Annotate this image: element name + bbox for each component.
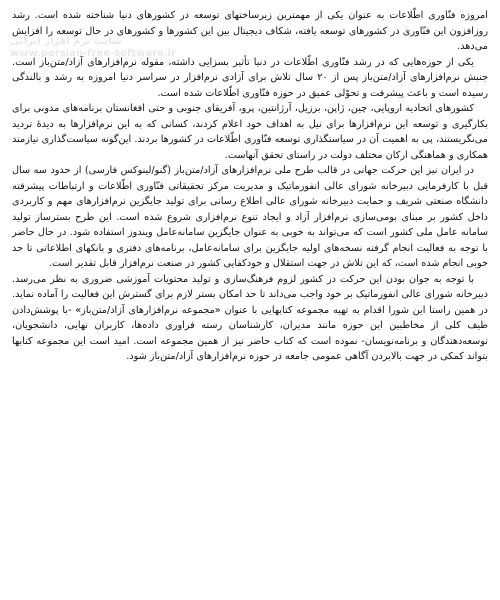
paragraph-1: امروزه فنّاوری اطّلاعات به عنوان یکی از مهمترین زیرساختهای توسعه در کشورهای دنیا شناخته شده است. رشد روزافزون این فنّاوری در کشورهای توسعه یافته، شکاف دیجیتال بین این کشورها و کشورهای در حال توسعه را افزایش می‌دهد.: [12, 10, 488, 52]
watermark-line-1: سایت نرم افزار ایرانی: [10, 36, 122, 47]
paragraph-2: یکی از حوزه‌هایی که در رشد فنّاوری اطّلاعات در دنیا تأثیر بسزایی داشته، مقوله نرم‌افزارهای آزاد/متن‌باز است. جنبش نرم‌افزارهای آزاد/متن‌باز پس از ۲۰ سال تلاش برای آزادی نرم‌افزار در سراسر دنیا امروزه به رشد و بالندگی رسیده است و باعث پیشرفت و تحوّلی عمیق در حوزه فنّاوری اطّلاعات شده است.: [12, 56, 489, 99]
watermark-line-2: www.persian-free-software.ir: [10, 48, 176, 59]
paragraph-3: کشورهای اتحادیه اروپایی، چین، ژاپن، برزیل، آرژانتین، پرو، آفریقای جنوبی و حتی افغانستان برنامه‌های مدونی برای بکارگیری و توسعه این نرم‌افزارها برای نیل به اهداف خود اعلام کردند، کسانی که به این نرم‌افزارها به دیدهٔ تردید می‌نگریستند، پی به اهمیت آن در سیاستگذاری توسعه فنّاوری اطّلاعات در کشورها بردند. این‌گونه سیاست‌گذاری نیازمند همکاری و هماهنگی ارکان مختلف دولت در راستای تحقق آنهاست.: [12, 103, 488, 161]
paragraph-5: با توجه به جوان بودن این حرکت در کشور لزوم فرهنگ‌سازی و تولید محتویات آموزشی ضروری به نظر می‌رسد. دبیرخانه شورای عالی انفورماتیک بر خود واجب می‌داند تا حد امکان بستر لازم برای گسترش این فعالیت را آماده نماید. در همین راستا این شورا اقدام به تهیه مجموعه کتابهایی با عنوان «مجموعه نرم‌افزارهای آزاد/متن‌باز» -با پوشش‌دادن طیف کلی از مخاطبین این حوزه مانند مدیران، کارشناسان رسته فراوری داده‌ها، کاربران نهایی، دانشجویان، توسعه‌دهندگان و برنامه‌نویسان- نموده است که کتاب حاضر نیز از همین مجموعه است. امید است این مجموعه کتابها بتواند کمکی در جهت بالابردن آگاهی عمومی جامعه در حوزه نرم‌افزارهای آزاد/متن‌باز شود.: [12, 273, 488, 362]
paragraph-4: در ایران نیز این حرکت جهانی در قالب طرح ملی نرم‌افزارهای آزاد/متن‌باز (گنو/لینوکس فارسی) از حدود سه سال قبل با کارفرمایی دبیرخانه شورای عالی انفورماتیک و مدیریت مرکز تحقیقاتی فنّاوری اطّلاعات و ارتباطات پیشرفته دانشگاه صنعتی شریف و حمایت دبیرخانه شورای عالی اطلاع رسانی برای تولید جایگزین نرم‌افزارهای مهم و کاربردی داخل کشور بر مبنای بومی‌سازی نرم‌افزار آزاد و ایجاد تنوع نرم‌افزاری شروع شده است. این طرح بسترساز تولید سامانه عامل ملی کشور است که می‌تواند به خوبی به عنوان جایگزین سامانه‌عامل ویندوز استفاده شود. در حال حاضر با توجه به فعالیت انجام گرفته نسخه‌های اولیه جایگزین برای سامانه‌عامل، برنامه‌های دفتری و بانکهای اطلاعاتی تا حد خوبی انجام شده است، که این تلاش در جهت استقلال و خودکفایی کشور در صنعت نرم‌افزار قابل تقدیر است.: [12, 165, 488, 269]
